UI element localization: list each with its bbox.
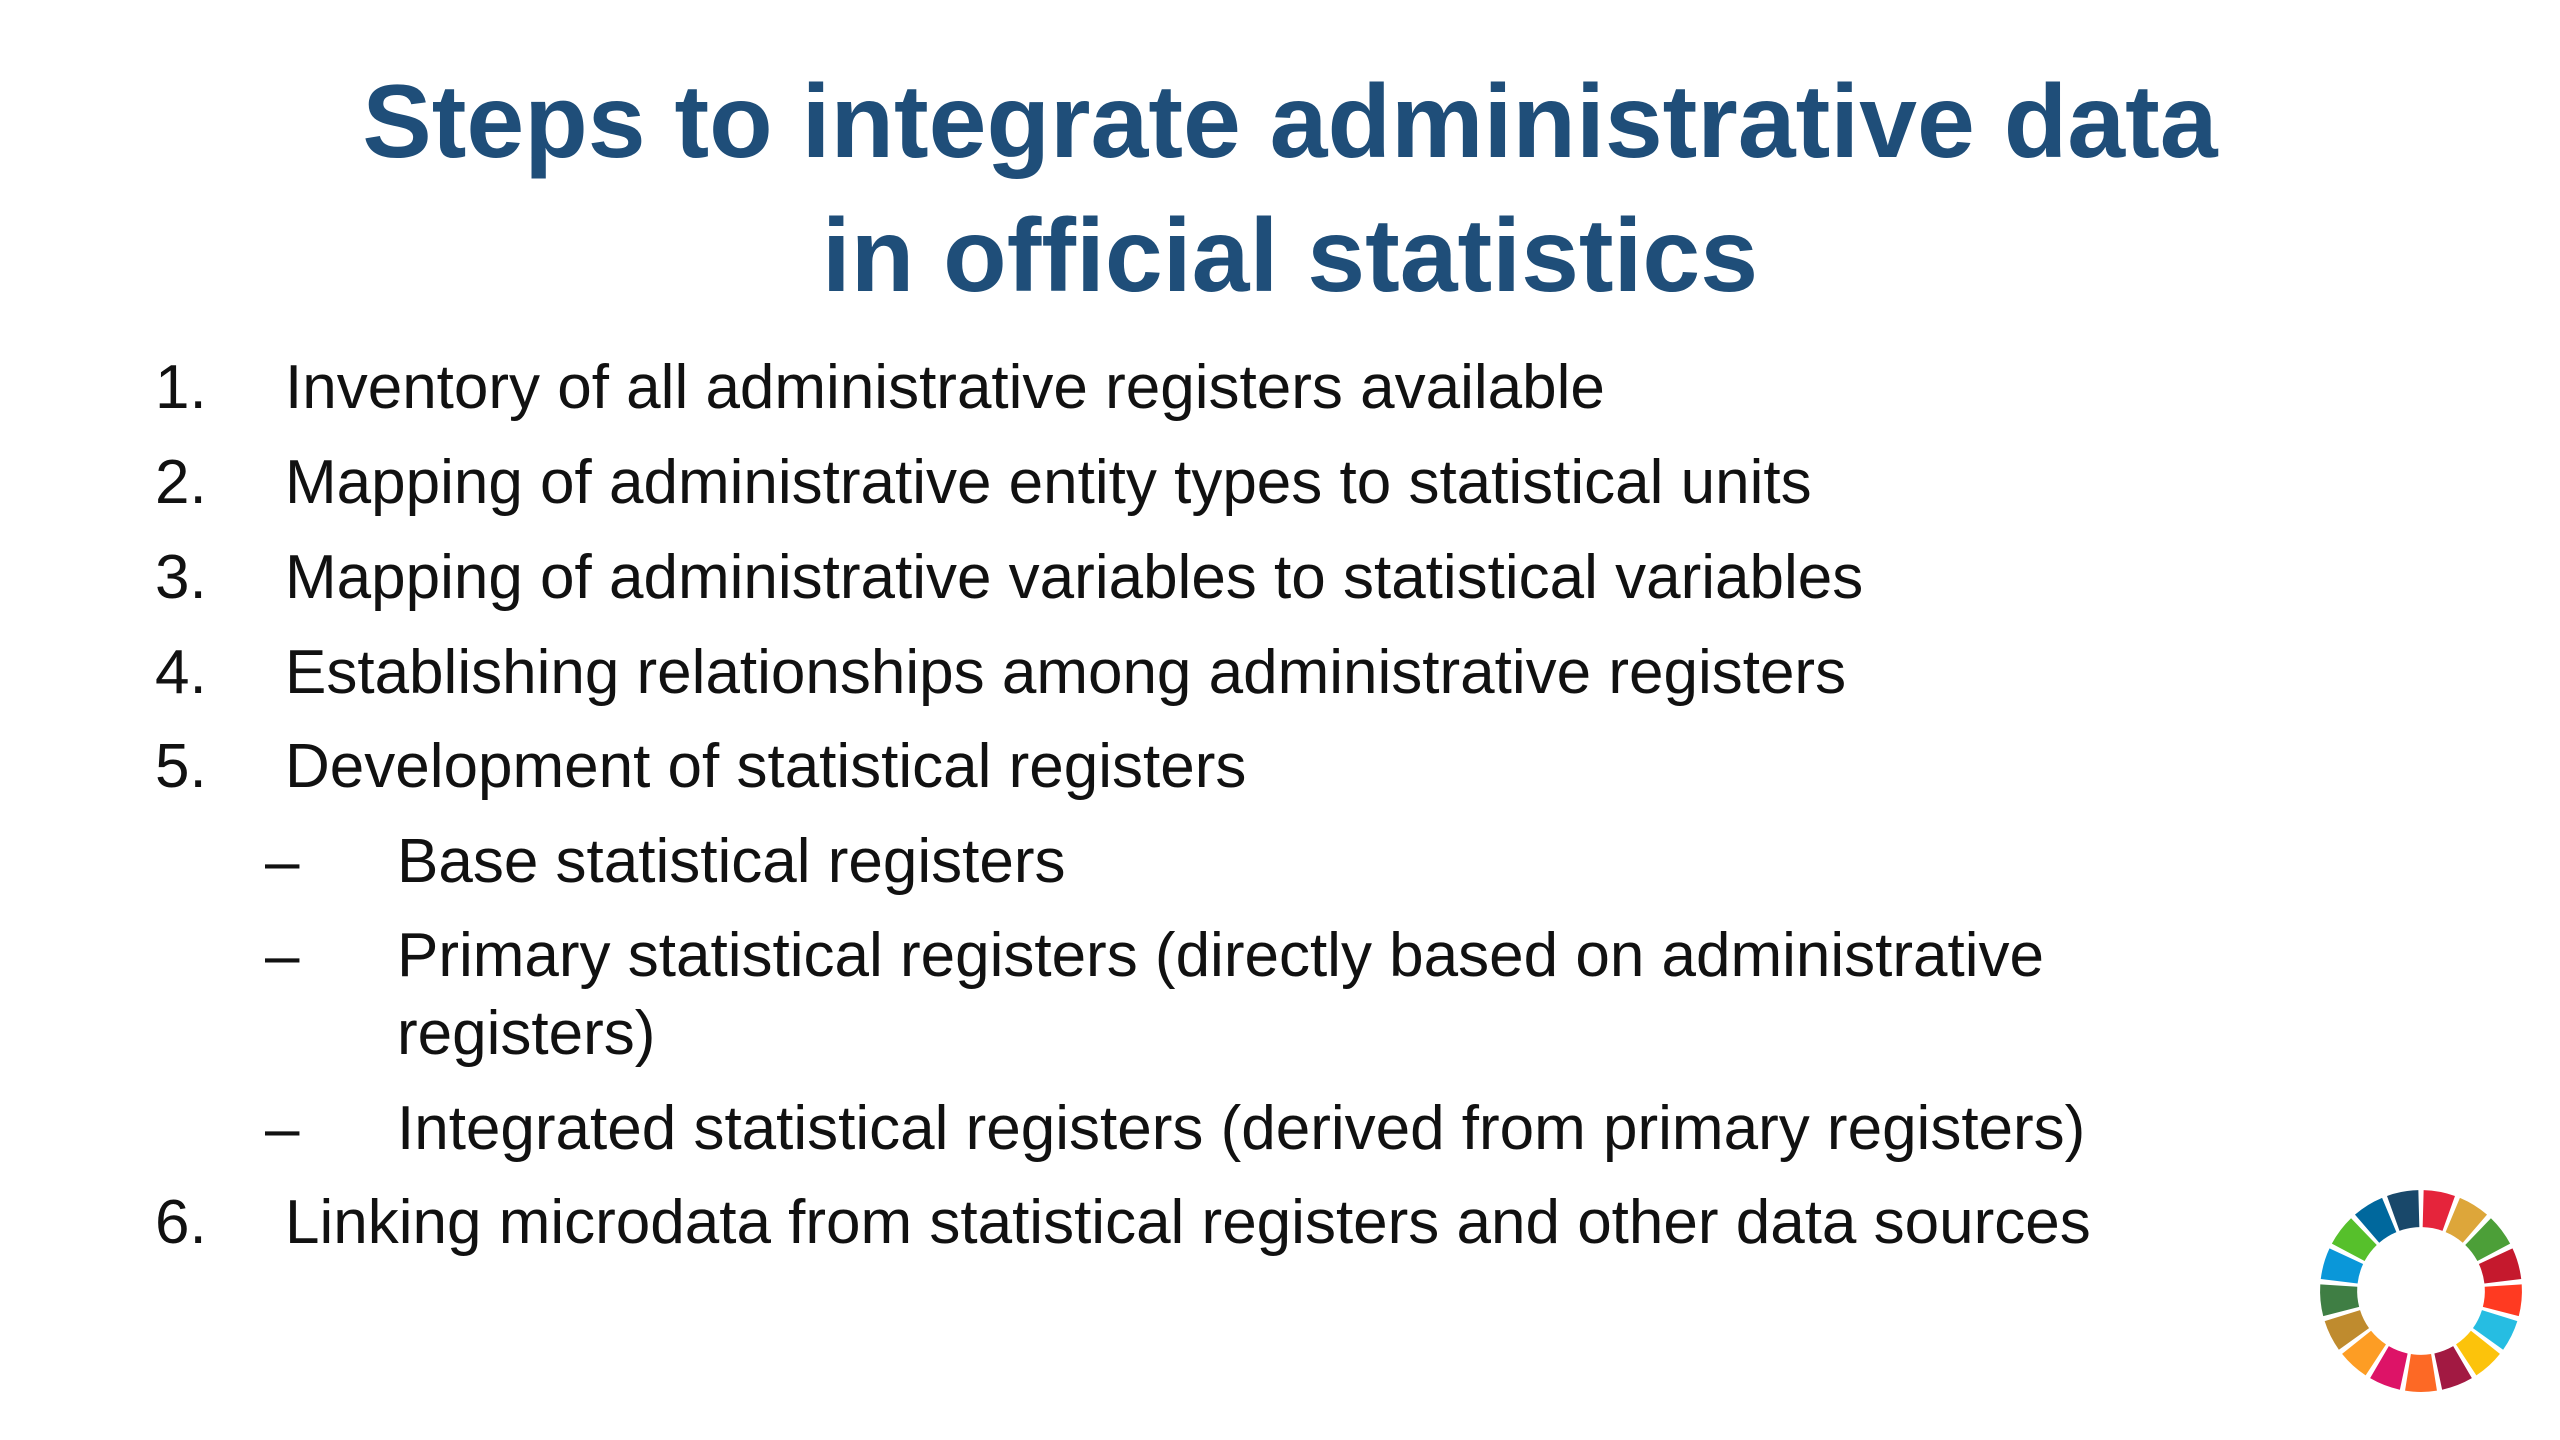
step-text: Mapping of administrative entity types to statistical units: [285, 448, 1812, 517]
step-text: Development of statistical registers: [285, 732, 1247, 801]
substep-text: Primary statistical registers (directly based on administrative: [397, 921, 2044, 990]
dash-bullet: –: [265, 1094, 300, 1163]
substep-text: Integrated statistical registers (derived from primary registers): [397, 1094, 2086, 1163]
step-text: Linking microdata from statistical registers and other data sources: [285, 1188, 2091, 1257]
substep-text-continuation: registers): [397, 999, 656, 1068]
step-number: 5.: [155, 732, 207, 801]
step-text: Establishing relationships among administrative registers: [285, 638, 1847, 707]
substep-text: Base statistical registers: [397, 827, 1066, 896]
step-number: 2.: [155, 448, 207, 517]
dash-bullet: –: [265, 827, 300, 896]
dash-bullet: –: [265, 921, 300, 990]
sdg-wheel-segment: [2483, 1284, 2522, 1316]
sdg-wheel-segment: [2405, 1354, 2437, 1392]
title-line-2: in official statistics: [821, 198, 1759, 314]
title-line-1: Steps to integrate administrative data: [362, 64, 2218, 180]
sdg-wheel-icon: [2318, 1188, 2524, 1394]
step-text: Inventory of all administrative registers available: [285, 353, 1605, 422]
step-number: 1.: [155, 353, 207, 422]
step-text: Mapping of administrative variables to statistical variables: [285, 543, 1864, 612]
step-number: 4.: [155, 638, 207, 707]
sdg-wheel-segment: [2320, 1284, 2359, 1316]
step-number: 3.: [155, 543, 207, 612]
step-number: 6.: [155, 1188, 207, 1257]
